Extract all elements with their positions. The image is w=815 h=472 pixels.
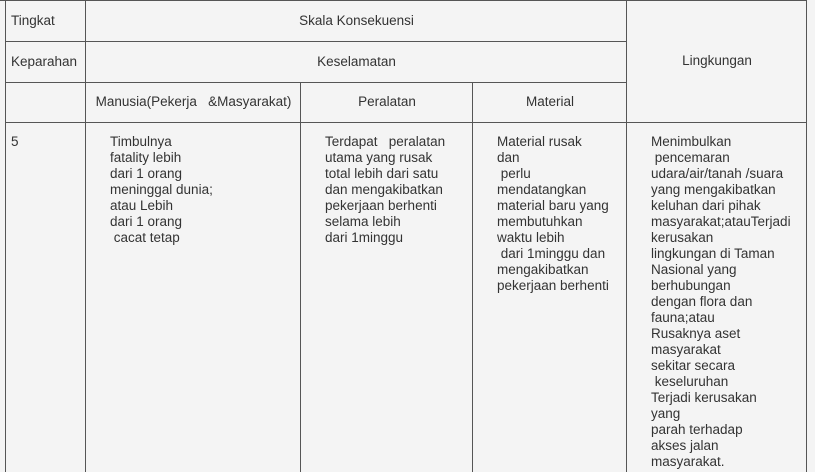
- header-keselamatan: Keselamatan: [317, 53, 396, 69]
- header-skala-konsekuensi: Skala Konsekuensi: [299, 12, 414, 28]
- cell-peralatan: Terdapat peralatan utama yang rusak total lebih dari satu dan mengakibatkan pekerjaan berhenti selama lebih dari 1minggu: [325, 134, 446, 245]
- divider-col-3: [472, 82, 473, 472]
- divider-col-2: [300, 82, 301, 472]
- header-peralatan: Peralatan: [358, 94, 416, 109]
- cell-lingkungan: Menimbulkan pencemaran udara/air/tanah /suara yang mengakibatkan keluhan dari pihak masyarakat;atauTerjadi kerusakan lingkungan di Taman Nasional yang berhubungan dengan flora dan fauna;atau Rusaknya aset masyarakat sekitar secara keseluruhan Terjadi kerusakan yang parah terhadap akses jalan masyarakat.: [651, 134, 791, 469]
- cell-material: Material rusak dan perlu mendatangkan material baru yang membutuhkan waktu lebih dari 1minggu dan mengakibatkan pekerjaan berhenti: [497, 134, 609, 293]
- cell-manusia: Timbulnya fatality lebih dari 1 orang meninggal dunia; atau Lebih dari 1 orang cacat tetap: [110, 134, 213, 245]
- header-tingkat: Tingkat: [11, 12, 55, 28]
- header-keparahan: Keparahan: [11, 53, 78, 69]
- header-lingkungan: Lingkungan: [682, 53, 752, 68]
- severity-level: 5: [11, 134, 19, 149]
- header-material: Material: [525, 94, 574, 109]
- divider-header-body: [5, 122, 807, 123]
- header-manusia: Manusia(Pekerja &Masyarakat): [95, 94, 292, 109]
